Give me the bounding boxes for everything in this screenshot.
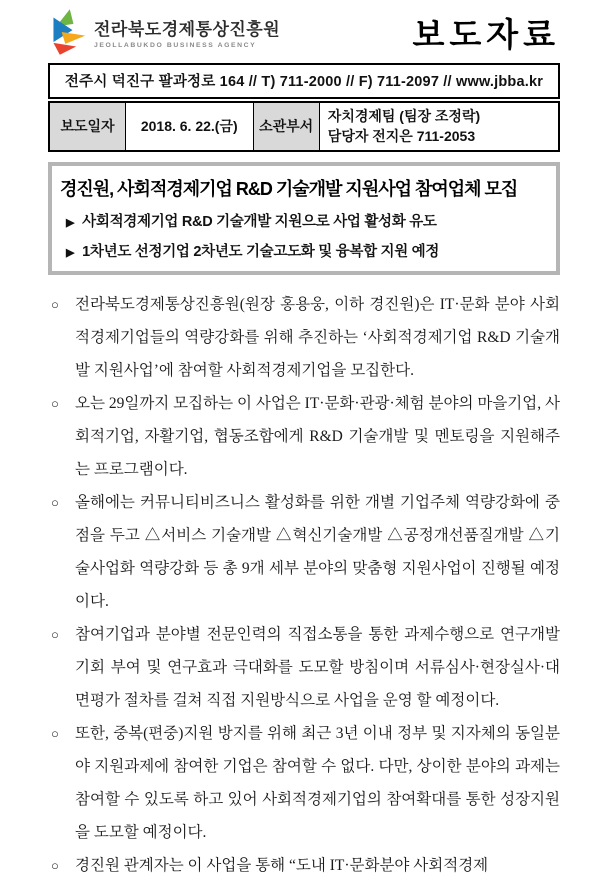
headline-bullet (60, 210, 550, 231)
triangle-bullet-icon: ▶ (66, 216, 75, 229)
header (48, 6, 560, 58)
paragraph (48, 717, 560, 849)
circle-bullet-icon: ○ (51, 626, 59, 642)
triangle-bullet-icon: ▶ (66, 246, 75, 259)
agency-logo-text (94, 15, 280, 49)
circle-bullet-icon: ○ (51, 725, 59, 741)
headline-bullet (60, 240, 550, 261)
press-release-body (48, 288, 560, 882)
agency-logo (48, 9, 280, 55)
paragraph-text: 경진원 관계자는 이 사업을 통해 “도내 IT·문화분야 사회적경제 (75, 856, 489, 874)
paragraph (48, 387, 560, 486)
headline-title: 경진원, 사회적경제기업 R&D 기술개발 지원사업 참여업체 모집 (60, 178, 518, 199)
circle-bullet-icon: ○ (51, 395, 59, 411)
department-label: 소관부서 (253, 102, 319, 151)
paragraph-text: 또한, 중복(편중)지원 방지를 위해 최근 3년 이내 정부 및 지자체의 동일분야 지원과제에 참여한 기업은 참여할 수 없다. 다만, 상이한 분야의 과제는 참여할 수 있도록 하고 있어 사회적경제기업의 참여확대를 통한 성장지원을 도모할 예정이다. (75, 724, 560, 841)
paragraph-text: 참여기업과 분야별 전문인력의 직접소통을 통한 과제수행으로 연구개발 기회 부여 및 연구효과 극대화를 도모할 방침이며 서류심사·현장실사·대면평가 절차를 걸쳐 직접 지원방식으로 사업을 운영 할 예정이다. (75, 625, 560, 709)
paragraph-text: 전라북도경제통상진흥원(원장 홍용웅, 이하 경진원)은 IT·문화 분야 사회적경제기업들의 역량강화를 위해 추진하는 ‘사회적경제기업 R&D 기술개발 지원사업’에 참여할 사회적경제기업을 모집한다. (75, 295, 560, 379)
paragraph-text: 올해에는 커뮤니티비즈니스 활성화를 위한 개별 기업주체 역량강화에 중점을 두고 △서비스 기술개발 △혁신기술개발 △공정개선품질개발 △기술사업화 역량강화 등 총 9개 세부 분야의 맞춤형 지원사업이 진행될 예정이다. (75, 493, 560, 610)
paragraph (48, 486, 560, 618)
agency-logo-icon (48, 9, 88, 55)
circle-bullet-icon: ○ (51, 857, 59, 873)
agency-name: 전라북도경제통상진흥원 (94, 20, 281, 39)
department-info (319, 102, 559, 151)
paragraph (48, 618, 560, 717)
circle-bullet-icon: ○ (51, 296, 59, 312)
paragraph-text: 오는 29일까지 모집하는 이 사업은 IT·문화·관광·체험 분야의 마을기업, 사회적기업, 자활기업, 협동조합에게 R&D 기술개발 및 멘토링을 지원해주는 프로그램이다. (75, 394, 560, 478)
headline-box (48, 162, 560, 275)
table-row (49, 102, 559, 151)
department-team: 자치경제팀 (팀장 조정락) (327, 108, 481, 124)
circle-bullet-icon: ○ (51, 494, 59, 510)
paragraph (48, 849, 560, 882)
paragraph (48, 288, 560, 387)
agency-name-en: JEOLLABUKDO BUSINESS AGENCY (94, 42, 257, 49)
release-date-value: 2018. 6. 22.(금) (126, 102, 254, 151)
headline-bullet-text: 1차년도 선정기업 2차년도 기술고도화 및 융복합 지원 예정 (82, 243, 440, 260)
document-type-title: 보도자료 (412, 15, 560, 53)
department-contact: 담당자 전지은 711-2053 (327, 128, 476, 145)
address-bar: 전주시 덕진구 팔과정로 164 // T) 711-2000 // F) 711-2097 // www.jbba.kr (48, 63, 560, 99)
headline-bullet-text: 사회적경제기업 R&D 기술개발 지원으로 사업 활성화 유도 (82, 213, 437, 230)
info-table (48, 101, 560, 152)
release-date-label: 보도일자 (49, 102, 126, 151)
